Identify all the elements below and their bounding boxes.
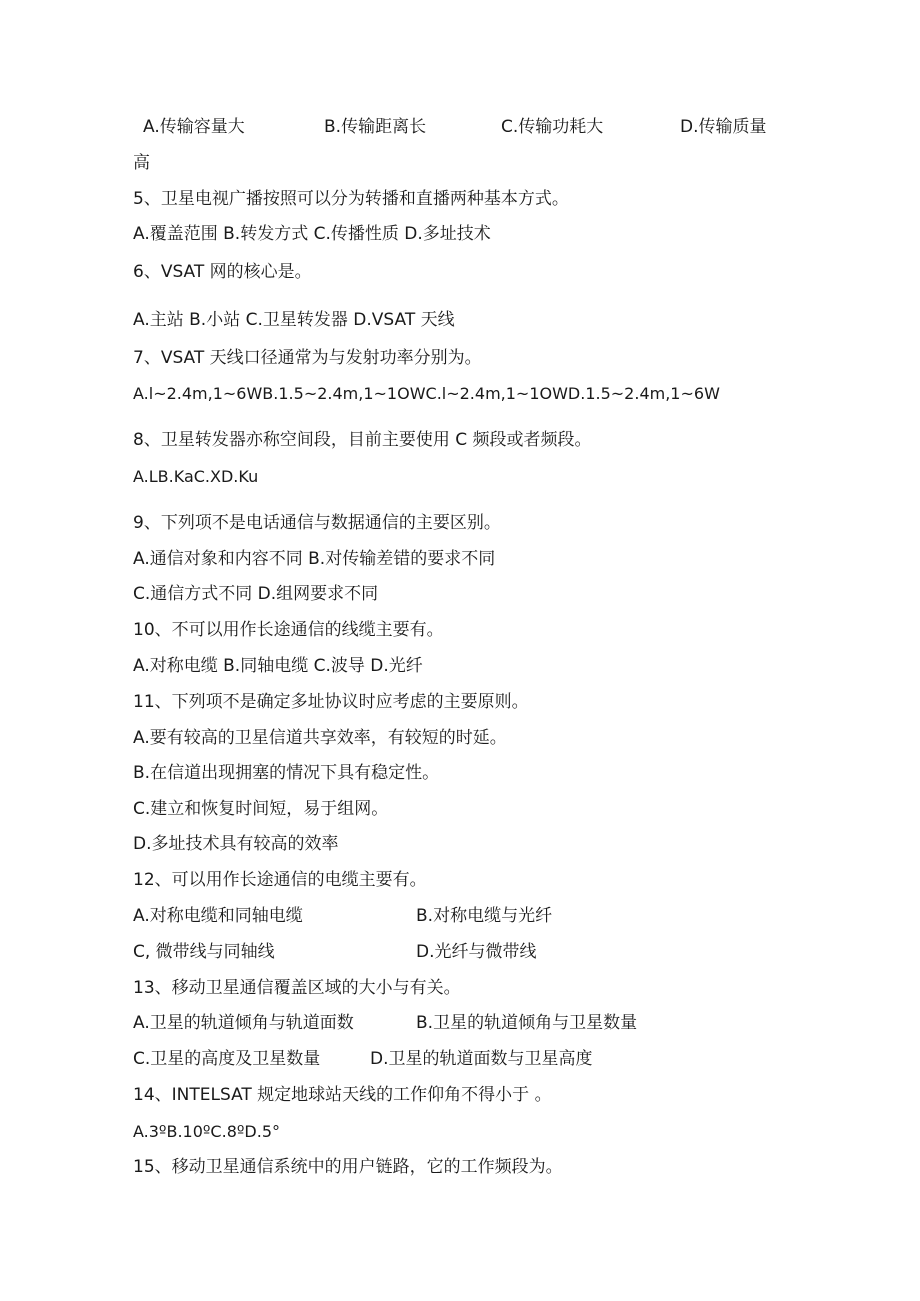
q14-options: A.3ºB.10ºC.8ºD.5°: [133, 1122, 280, 1141]
q11-option-a: A.要有较高的卫星信道共享效率，有较短的时延。: [133, 728, 507, 748]
q15-question: 15、移动卫星通信系统中的用户链路，它的工作频段为。: [133, 1157, 563, 1177]
q11-option-b: B.在信道出现拥塞的情况下具有稳定性。: [133, 763, 440, 783]
q4-option-d-wrap: 高: [133, 153, 150, 173]
q12-option-a: A.对称电缆和同轴电缆: [133, 906, 303, 926]
q12-option-c: C, 微带线与同轴线: [133, 942, 275, 962]
q10-question: 10、不可以用作长途通信的线缆主要有。: [133, 620, 444, 640]
q4-option-a: A.传输容量大: [143, 117, 245, 137]
q4-option-c: C.传输功耗大: [501, 117, 604, 137]
q13-question: 13、移动卫星通信覆盖区域的大小与有关。: [133, 978, 461, 998]
q13-option-c: C.卫星的高度及卫星数量: [133, 1049, 321, 1069]
q9-question: 9、下列项不是电话通信与数据通信的主要区别。: [133, 513, 501, 533]
q13-option-a: A.卫星的轨道倾角与轨道面数: [133, 1013, 354, 1033]
q9-options-1: A.通信对象和内容不同 B.对传输差错的要求不同: [133, 549, 496, 569]
q11-option-d: D.多址技术具有较高的效率: [133, 834, 339, 854]
q8-question: 8、卫星转发器亦称空间段，目前主要使用 C 频段或者频段。: [133, 430, 592, 450]
q6-question: 6、VSAT 网的核心是。: [133, 262, 312, 282]
q9-options-2: C.通信方式不同 D.组网要求不同: [133, 584, 379, 604]
q5-question: 5、卫星电视广播按照可以分为转播和直播两种基本方式。: [133, 189, 569, 209]
q8-options: A.LB.KaC.XD.Ku: [133, 467, 259, 486]
q11-option-c: C.建立和恢复时间短，易于组网。: [133, 799, 389, 819]
q4-option-b: B.传输距离长: [324, 117, 427, 137]
q12-option-b: B.对称电缆与光纤: [416, 906, 553, 926]
q13-option-b: B.卫星的轨道倾角与卫星数量: [416, 1013, 638, 1033]
q4-option-d: D.传输质量: [680, 117, 767, 137]
q14-question: 14、INTELSAT 规定地球站天线的工作仰角不得小于 。: [133, 1085, 552, 1105]
q6-options: A.主站 B.小站 C.卫星转发器 D.VSAT 天线: [133, 310, 455, 330]
q12-question: 12、可以用作长途通信的电缆主要有。: [133, 870, 427, 890]
q11-question: 11、下列项不是确定多址协议时应考虑的主要原则。: [133, 692, 529, 712]
q10-options: A.对称电缆 B.同轴电缆 C.波导 D.光纤: [133, 656, 423, 676]
q7-question: 7、VSAT 天线口径通常为与发射功率分别为。: [133, 348, 482, 368]
q13-option-d: D.卫星的轨道面数与卫星高度: [370, 1049, 593, 1069]
q5-options: A.覆盖范围 B.转发方式 C.传播性质 D.多址技术: [133, 224, 491, 244]
q7-options: A.l~2.4m,1~6WB.1.5~2.4m,1~1OWC.l~2.4m,1~1OWD.1.5~2.4m,1~6W: [133, 384, 720, 403]
q12-option-d: D.光纤与微带线: [416, 942, 537, 962]
